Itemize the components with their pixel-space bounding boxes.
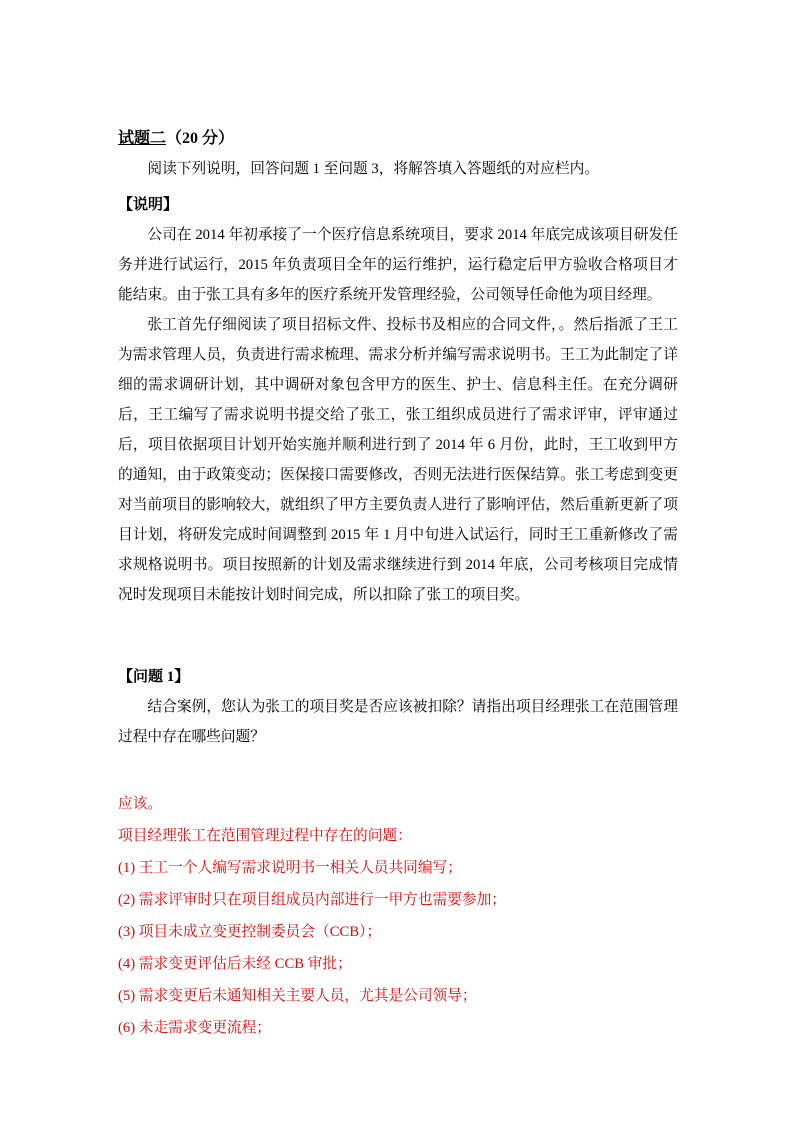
- answer-problem-6: (6) 未走需求变更流程；: [118, 1020, 271, 1036]
- answer-problem-5: (5) 需求变更后未通知相关主要人员，尤其是公司领导；: [118, 988, 477, 1004]
- doc-title-number: 试题二: [118, 130, 167, 147]
- document-content: [118, 124, 678, 1044]
- answer-problem-2: (2) 需求评审时只在项目组成员内部进行一甲方也需要参加；: [118, 892, 506, 908]
- description-header: 【说明】: [118, 197, 179, 213]
- intro-line: 阅读下列说明，回答问题 1 至问题 3，将解答填入答题纸的对应栏内。: [147, 161, 600, 177]
- answer-problems-heading: 项目经理张工在范围管理过程中存在的问题：: [118, 828, 412, 844]
- doc-title-score: （20 分）: [166, 130, 235, 147]
- question-header: 【问题 1】: [118, 669, 190, 685]
- answer-problem-3: (3) 项目未成立变更控制委员会（CCB）；: [118, 924, 382, 940]
- answer-problem-4: (4) 需求变更评估后未经 CCB 审批；: [118, 956, 352, 972]
- description-paragraph-1: 公司在 2014 年初承接了一个医疗信息系统项目，要求 2014 年底完成该项目研发任务并进行试运行，2015 年负责项目全年的运行维护，运行稳定后甲方验收合格项目才能结束。由于张工具有多年的医疗系统开发管理经验，公司领导任命他为项目经理。: [118, 227, 678, 303]
- question-text: 结合案例，您认为张工的项目奖是否应该被扣除？请指出项目经理张工在范围管理过程中存在哪些问题？: [118, 699, 678, 745]
- description-paragraph-2: 张工首先仔细阅读了项目招标文件、投标书及相应的合同文件，。然后指派了王工为需求管理人员，负责进行需求梳理、需求分析并编写需求说明书。王工为此制定了详细的需求调研计划，其中调研对象包含甲方的医生、护士、信息科主任。在充分调研后，王工编写了需求说明书提交给了张工，张工组织成员进行了需求评审，评审通过后，项目依据项目计划开始实施并顺利进行到了 2014 年 6 月份，此时，王工收到甲方的通知，由于政策变动；医保接口需要修改，否则无法进行医保结算。张工考虑到变更对当前项目的影响较大，就组织了甲方主要负责人进行了影响评估，然后重新更新了项目计划，将研发完成时间调整到 2015 年 1 月中旬进入试运行，同时王工重新修改了需求规格说明书。项目按照新的计划及需求继续进行到 2014 年底，公司考核项目完成情况时发现项目未能按计划时间完成，所以扣除了张工的项目奖。: [118, 317, 678, 603]
- doc-title: [118, 124, 678, 154]
- answer-verdict: 应该。: [118, 796, 163, 812]
- answer-block: [118, 788, 678, 1044]
- answer-problem-1: (1) 王工一个人编写需求说明书一相关人员共同编写；: [118, 860, 462, 876]
